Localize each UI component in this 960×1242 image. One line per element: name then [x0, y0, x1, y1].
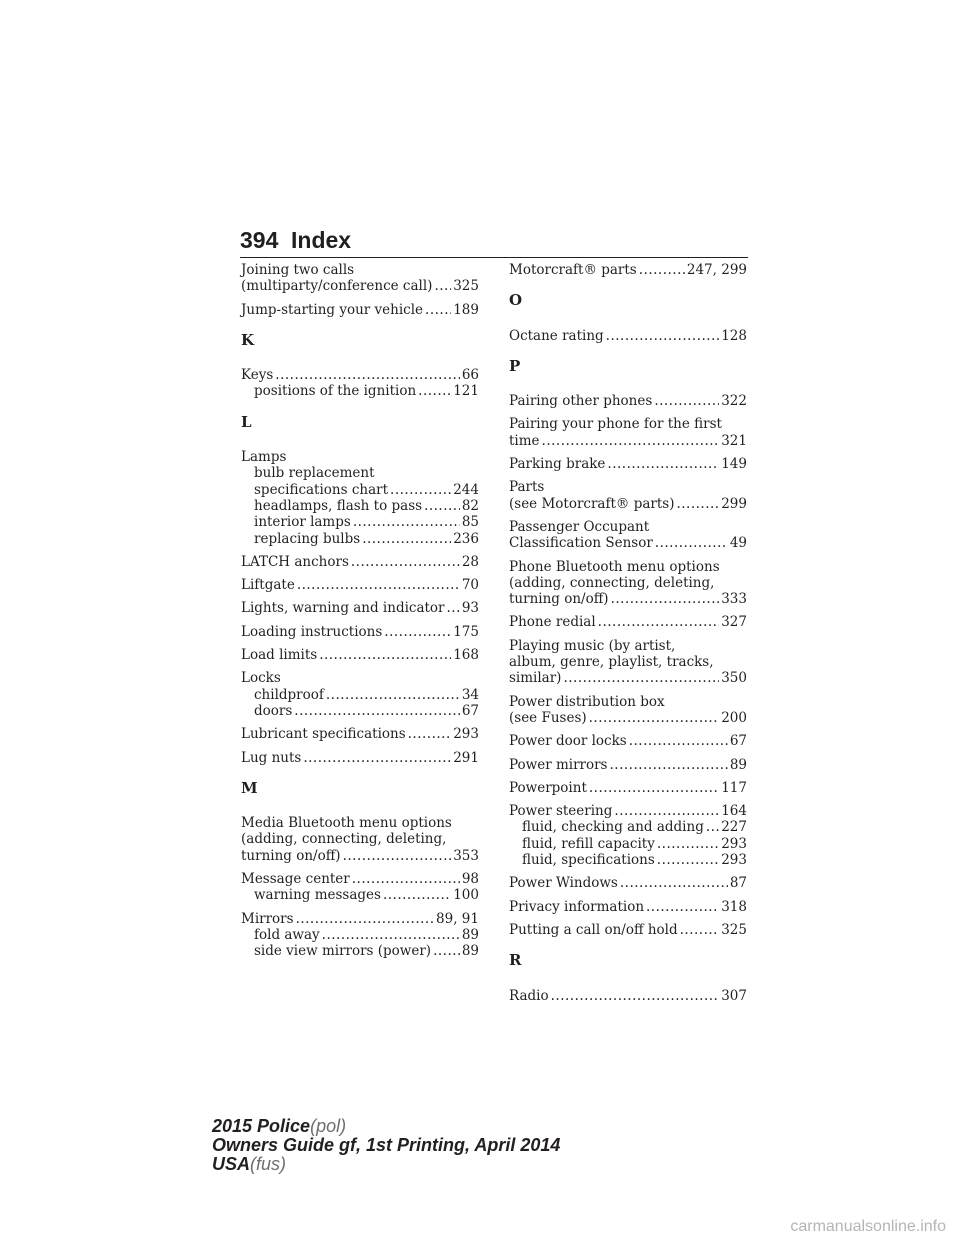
- dot-leader: [362, 531, 451, 547]
- entry-text: Phone redial: [509, 614, 596, 631]
- index-entry-line: [241, 262, 479, 278]
- index-entry: [241, 577, 479, 593]
- entry-text: Keys: [241, 367, 274, 384]
- dot-leader: [390, 482, 451, 498]
- index-entry: [509, 694, 747, 727]
- page-reference: 318: [721, 898, 747, 915]
- entry-text: Pairing other phones: [509, 393, 653, 410]
- index-entry: [509, 922, 747, 938]
- entry-text: time: [509, 432, 540, 449]
- index-entry-line: [241, 367, 479, 383]
- page-reference: 87: [729, 875, 747, 892]
- page-reference: 117: [721, 779, 747, 796]
- entry-text: Power mirrors: [509, 756, 608, 773]
- index-section-letter: R: [509, 951, 522, 970]
- index-section-letter: K: [241, 330, 255, 349]
- index-entry-line: [509, 559, 747, 575]
- footer-model: 2015 Police: [212, 1116, 311, 1136]
- index-entry-line: [241, 302, 479, 318]
- index-entry-line: [509, 694, 747, 710]
- entry-text: positions of the ignition: [254, 383, 417, 400]
- page-reference: 236: [453, 530, 479, 547]
- page-reference: 333: [721, 591, 747, 608]
- dot-leader: [607, 456, 719, 472]
- index-column-left: [241, 262, 479, 967]
- index-entry: [509, 803, 747, 868]
- page-reference: 89: [461, 926, 479, 943]
- entry-text: Pairing your phone for the first: [509, 416, 722, 433]
- dot-leader: [425, 302, 451, 318]
- footer-market-code: (fus): [250, 1154, 287, 1174]
- entry-text: Parts: [509, 479, 545, 496]
- page-reference: 200: [721, 709, 747, 726]
- entry-text: Passenger Occupant: [509, 518, 650, 535]
- entry-text: childproof: [254, 686, 324, 703]
- index-entry: [241, 726, 479, 742]
- index-subentry-line: [241, 943, 479, 959]
- index-entry-line: [509, 433, 747, 449]
- page-reference: 293: [453, 726, 479, 743]
- dot-leader: [655, 535, 728, 551]
- page-reference: 247, 299: [686, 262, 747, 278]
- index-entry-line: [509, 575, 747, 591]
- page-reference: 67: [729, 733, 747, 750]
- index-entry-line: [509, 988, 747, 1004]
- dot-leader: [676, 496, 719, 512]
- index-subentry-line: [509, 819, 747, 835]
- entry-text: Joining two calls: [241, 262, 355, 278]
- entry-text: (see Fuses): [509, 709, 587, 726]
- index-subentry-line: [241, 383, 479, 399]
- index-entry: [241, 262, 479, 295]
- dot-leader: [706, 819, 719, 835]
- page-reference: 149: [721, 456, 747, 473]
- watermark: carmanualsonline.info: [790, 1218, 946, 1235]
- entry-text: fluid, specifications: [522, 852, 655, 869]
- page-reference: 293: [721, 835, 747, 852]
- index-entry-line: [241, 871, 479, 887]
- index-entry-line: [241, 647, 479, 663]
- entry-text: Lamps: [241, 449, 287, 466]
- index-section-letter: M: [241, 778, 258, 797]
- page-reference: 93: [461, 600, 479, 617]
- index-column-right: [509, 262, 747, 1011]
- page-reference: 121: [453, 383, 479, 400]
- index-entry-line: [509, 393, 747, 409]
- entry-text: Locks: [241, 670, 281, 687]
- page-reference: 164: [721, 803, 747, 820]
- index-entry-line: [509, 479, 747, 495]
- index-subentry-line: [241, 514, 479, 530]
- page-reference: 89, 91: [436, 910, 479, 927]
- dot-leader: [343, 848, 452, 864]
- entry-text: Lubricant specifications: [241, 726, 406, 743]
- index-entry: [241, 367, 479, 400]
- entry-text: (multiparty/conference call): [241, 278, 433, 295]
- page-title: Index: [291, 227, 352, 253]
- entry-text: Power steering: [509, 803, 613, 820]
- entry-text: Liftgate: [241, 577, 295, 594]
- dot-leader: [303, 750, 451, 766]
- entry-text: Powerpoint: [509, 779, 587, 796]
- index-entry-line: [509, 780, 747, 796]
- entry-text: Lights, warning and indicator: [241, 600, 445, 617]
- index-entry: [509, 899, 747, 915]
- page-reference: 299: [721, 495, 747, 512]
- page-reference: 128: [721, 327, 747, 344]
- index-entry-line: [509, 875, 747, 891]
- page-reference: 168: [453, 647, 479, 664]
- page-reference: 350: [721, 670, 747, 687]
- entry-text: Putting a call on/off hold: [509, 921, 678, 938]
- dot-leader: [589, 780, 719, 796]
- index-entry-line: [241, 554, 479, 570]
- index-entry: [509, 875, 747, 891]
- entry-text: Parking brake: [509, 456, 606, 473]
- page-reference: 89: [729, 756, 747, 773]
- index-subentry-line: [241, 531, 479, 547]
- entry-text: Load limits: [241, 647, 318, 664]
- dot-leader: [629, 733, 728, 749]
- index-subentry-line: [241, 887, 479, 903]
- entry-text: replacing bulbs: [254, 530, 361, 547]
- entry-text: Privacy information: [509, 898, 645, 915]
- page-reference: 100: [453, 887, 479, 904]
- footer-line-3: [212, 1155, 560, 1174]
- page-reference: 244: [453, 481, 479, 498]
- page-reference: 293: [721, 852, 747, 869]
- page-reference: 325: [453, 278, 479, 295]
- index-entry: [509, 559, 747, 608]
- dot-leader: [434, 278, 451, 294]
- dot-leader: [657, 836, 719, 852]
- entry-text: similar): [509, 670, 562, 687]
- dot-leader: [351, 554, 460, 570]
- dot-leader: [589, 710, 720, 726]
- entry-text: Power distribution box: [509, 693, 665, 710]
- index-entry-line: [241, 911, 479, 927]
- index-entry: [241, 449, 479, 547]
- entry-text: (see Motorcraft® parts): [509, 495, 675, 512]
- index-entry: [509, 456, 747, 472]
- index-entry-line: [241, 577, 479, 593]
- dot-leader: [654, 393, 719, 409]
- entry-text: (adding, connecting, deleting,: [241, 831, 447, 848]
- dot-leader: [563, 670, 719, 686]
- index-entry: [509, 479, 747, 512]
- index-entry: [241, 600, 479, 616]
- entry-text: Motorcraft® parts: [509, 262, 637, 278]
- index-subentry-line: [509, 836, 747, 852]
- entry-text: interior lamps: [254, 514, 351, 531]
- index-entry: [241, 911, 479, 960]
- dot-leader: [424, 498, 460, 514]
- index-entry-line: [509, 733, 747, 749]
- index-subentry-line: [241, 703, 479, 719]
- index-entry-line: [241, 750, 479, 766]
- index-subentry-line: [241, 482, 479, 498]
- index-section-letter: O: [509, 291, 523, 310]
- index-entry: [509, 393, 747, 409]
- dot-leader: [620, 875, 728, 891]
- dot-leader: [319, 647, 451, 663]
- index-entry-line: [509, 496, 747, 512]
- page-reference: 325: [721, 921, 747, 938]
- index-entry-line: [241, 815, 479, 831]
- page-reference: 307: [721, 987, 747, 1004]
- dot-leader: [680, 922, 720, 938]
- entry-text: Message center: [241, 871, 350, 888]
- index-entry-line: [241, 449, 479, 465]
- index-entry: [509, 416, 747, 449]
- dot-leader: [353, 514, 460, 530]
- index-entry-line: [509, 535, 747, 551]
- dot-leader: [322, 927, 460, 943]
- entry-text: Power Windows: [509, 875, 618, 892]
- index-entry: [241, 624, 479, 640]
- index-entry-line: [509, 803, 747, 819]
- index-entry-line: [509, 328, 747, 344]
- index-entry: [509, 780, 747, 796]
- index-entry-line: [509, 262, 747, 278]
- index-entry-line: [241, 624, 479, 640]
- entry-text: turning on/off): [241, 847, 341, 864]
- index-entry-line: [241, 600, 479, 616]
- index-subentry-line: [509, 852, 747, 868]
- page-reference: 70: [461, 577, 479, 594]
- entry-text: fluid, checking and adding: [522, 819, 704, 836]
- entry-text: specifications chart: [254, 481, 389, 498]
- entry-text: Mirrors: [241, 910, 294, 927]
- footer: [212, 1117, 560, 1174]
- index-entry: [509, 757, 747, 773]
- dot-leader: [611, 591, 720, 607]
- entry-text: fold away: [254, 926, 320, 943]
- page-reference: 98: [461, 871, 479, 888]
- dot-leader: [326, 687, 460, 703]
- index-section-letter: P: [509, 356, 521, 375]
- index-entry: [509, 328, 747, 344]
- index-entry-line: [509, 899, 747, 915]
- page-reference: 175: [453, 623, 479, 640]
- page-reference: 291: [453, 749, 479, 766]
- index-entry-line: [509, 670, 747, 686]
- dot-leader: [598, 614, 720, 630]
- dot-leader: [542, 433, 720, 449]
- page-reference: 85: [461, 514, 479, 531]
- index-subentry-line: [241, 927, 479, 943]
- footer-model-code: (pol): [310, 1116, 347, 1136]
- index-entry-line: [241, 278, 479, 294]
- dot-leader: [447, 600, 460, 616]
- page-reference: 49: [729, 535, 747, 552]
- page-reference: 82: [461, 497, 479, 514]
- index-subentry-line: [241, 498, 479, 514]
- index-entry-line: [241, 670, 479, 686]
- dot-leader: [383, 887, 451, 903]
- page-reference: 227: [721, 819, 747, 836]
- entry-text: Power door locks: [509, 733, 627, 750]
- entry-text: Classification Sensor: [509, 535, 653, 552]
- entry-text: turning on/off): [509, 591, 609, 608]
- index-entry-line: [509, 922, 747, 938]
- page-reference: 89: [461, 943, 479, 960]
- entry-text: LATCH anchors: [241, 553, 349, 570]
- index-entry-line: [509, 591, 747, 607]
- index-entry-line: [509, 519, 747, 535]
- dot-leader: [418, 383, 451, 399]
- entry-text: warning messages: [254, 887, 381, 904]
- index-entry: [509, 733, 747, 749]
- entry-text: Media Bluetooth menu options: [241, 815, 452, 832]
- dot-leader: [275, 367, 460, 383]
- dot-leader: [551, 988, 720, 1004]
- entry-text: Lug nuts: [241, 749, 302, 766]
- index-entry: [509, 988, 747, 1004]
- index-entry: [241, 302, 479, 318]
- index-entry-line: [509, 710, 747, 726]
- index-entry: [509, 638, 747, 687]
- page-reference: 66: [461, 367, 479, 384]
- index-entry: [509, 519, 747, 552]
- index-entry: [509, 262, 747, 278]
- index-entry: [241, 670, 479, 719]
- index-entry-line: [241, 726, 479, 742]
- page-reference: 321: [721, 432, 747, 449]
- footer-line-1: [212, 1117, 560, 1136]
- dot-leader: [408, 726, 452, 742]
- index-entry: [509, 614, 747, 630]
- dot-leader: [297, 577, 460, 593]
- page-reference: 353: [453, 847, 479, 864]
- dot-leader: [646, 899, 719, 915]
- footer-market: USA: [212, 1154, 251, 1174]
- dot-leader: [352, 871, 460, 887]
- index-section-letter: L: [241, 412, 252, 431]
- dot-leader: [296, 911, 434, 927]
- dot-leader: [384, 624, 451, 640]
- page-reference: 322: [721, 393, 747, 410]
- index-entry-line: [509, 654, 747, 670]
- index-entry-line: [509, 416, 747, 432]
- dot-leader: [294, 703, 460, 719]
- page-header: [240, 227, 748, 258]
- index-entry-line: [241, 831, 479, 847]
- index-entry: [241, 815, 479, 864]
- entry-text: fluid, refill capacity: [522, 835, 655, 852]
- entry-text: bulb replacement: [254, 465, 375, 482]
- index-entry: [241, 750, 479, 766]
- dot-leader: [657, 852, 719, 868]
- entry-text: doors: [254, 702, 293, 719]
- page-reference: 327: [721, 614, 747, 631]
- entry-text: side view mirrors (power): [254, 943, 432, 960]
- dot-leader: [610, 757, 728, 773]
- footer-line-2: Owners Guide gf, 1st Printing, April 2014: [212, 1135, 561, 1155]
- dot-leader: [639, 262, 685, 278]
- entry-text: headlamps, flash to pass: [254, 497, 423, 514]
- page-reference: 34: [461, 686, 479, 703]
- page-reference: 189: [453, 301, 479, 318]
- index-subentry-line: [241, 465, 479, 481]
- entry-text: Playing music (by artist,: [509, 637, 676, 654]
- entry-text: Octane rating: [509, 327, 604, 344]
- index-entry-line: [241, 848, 479, 864]
- page-reference: 28: [461, 553, 479, 570]
- index-entry-line: [509, 638, 747, 654]
- index-entry-line: [509, 757, 747, 773]
- dot-leader: [433, 943, 460, 959]
- index-entry: [241, 647, 479, 663]
- entry-text: Jump-starting your vehicle: [241, 301, 424, 318]
- entry-text: Phone Bluetooth menu options: [509, 558, 720, 575]
- entry-text: Radio: [509, 987, 549, 1004]
- entry-text: (adding, connecting, deleting,: [509, 574, 715, 591]
- entry-text: album, genre, playlist, tracks,: [509, 654, 714, 671]
- index-entry-line: [509, 614, 747, 630]
- page-reference: 67: [461, 702, 479, 719]
- dot-leader: [614, 803, 719, 819]
- dot-leader: [606, 328, 720, 344]
- index-entry: [241, 554, 479, 570]
- page-number: 394: [240, 227, 279, 253]
- entry-text: Loading instructions: [241, 623, 383, 640]
- index-entry: [241, 871, 479, 904]
- index-subentry-line: [241, 687, 479, 703]
- index-entry-line: [509, 456, 747, 472]
